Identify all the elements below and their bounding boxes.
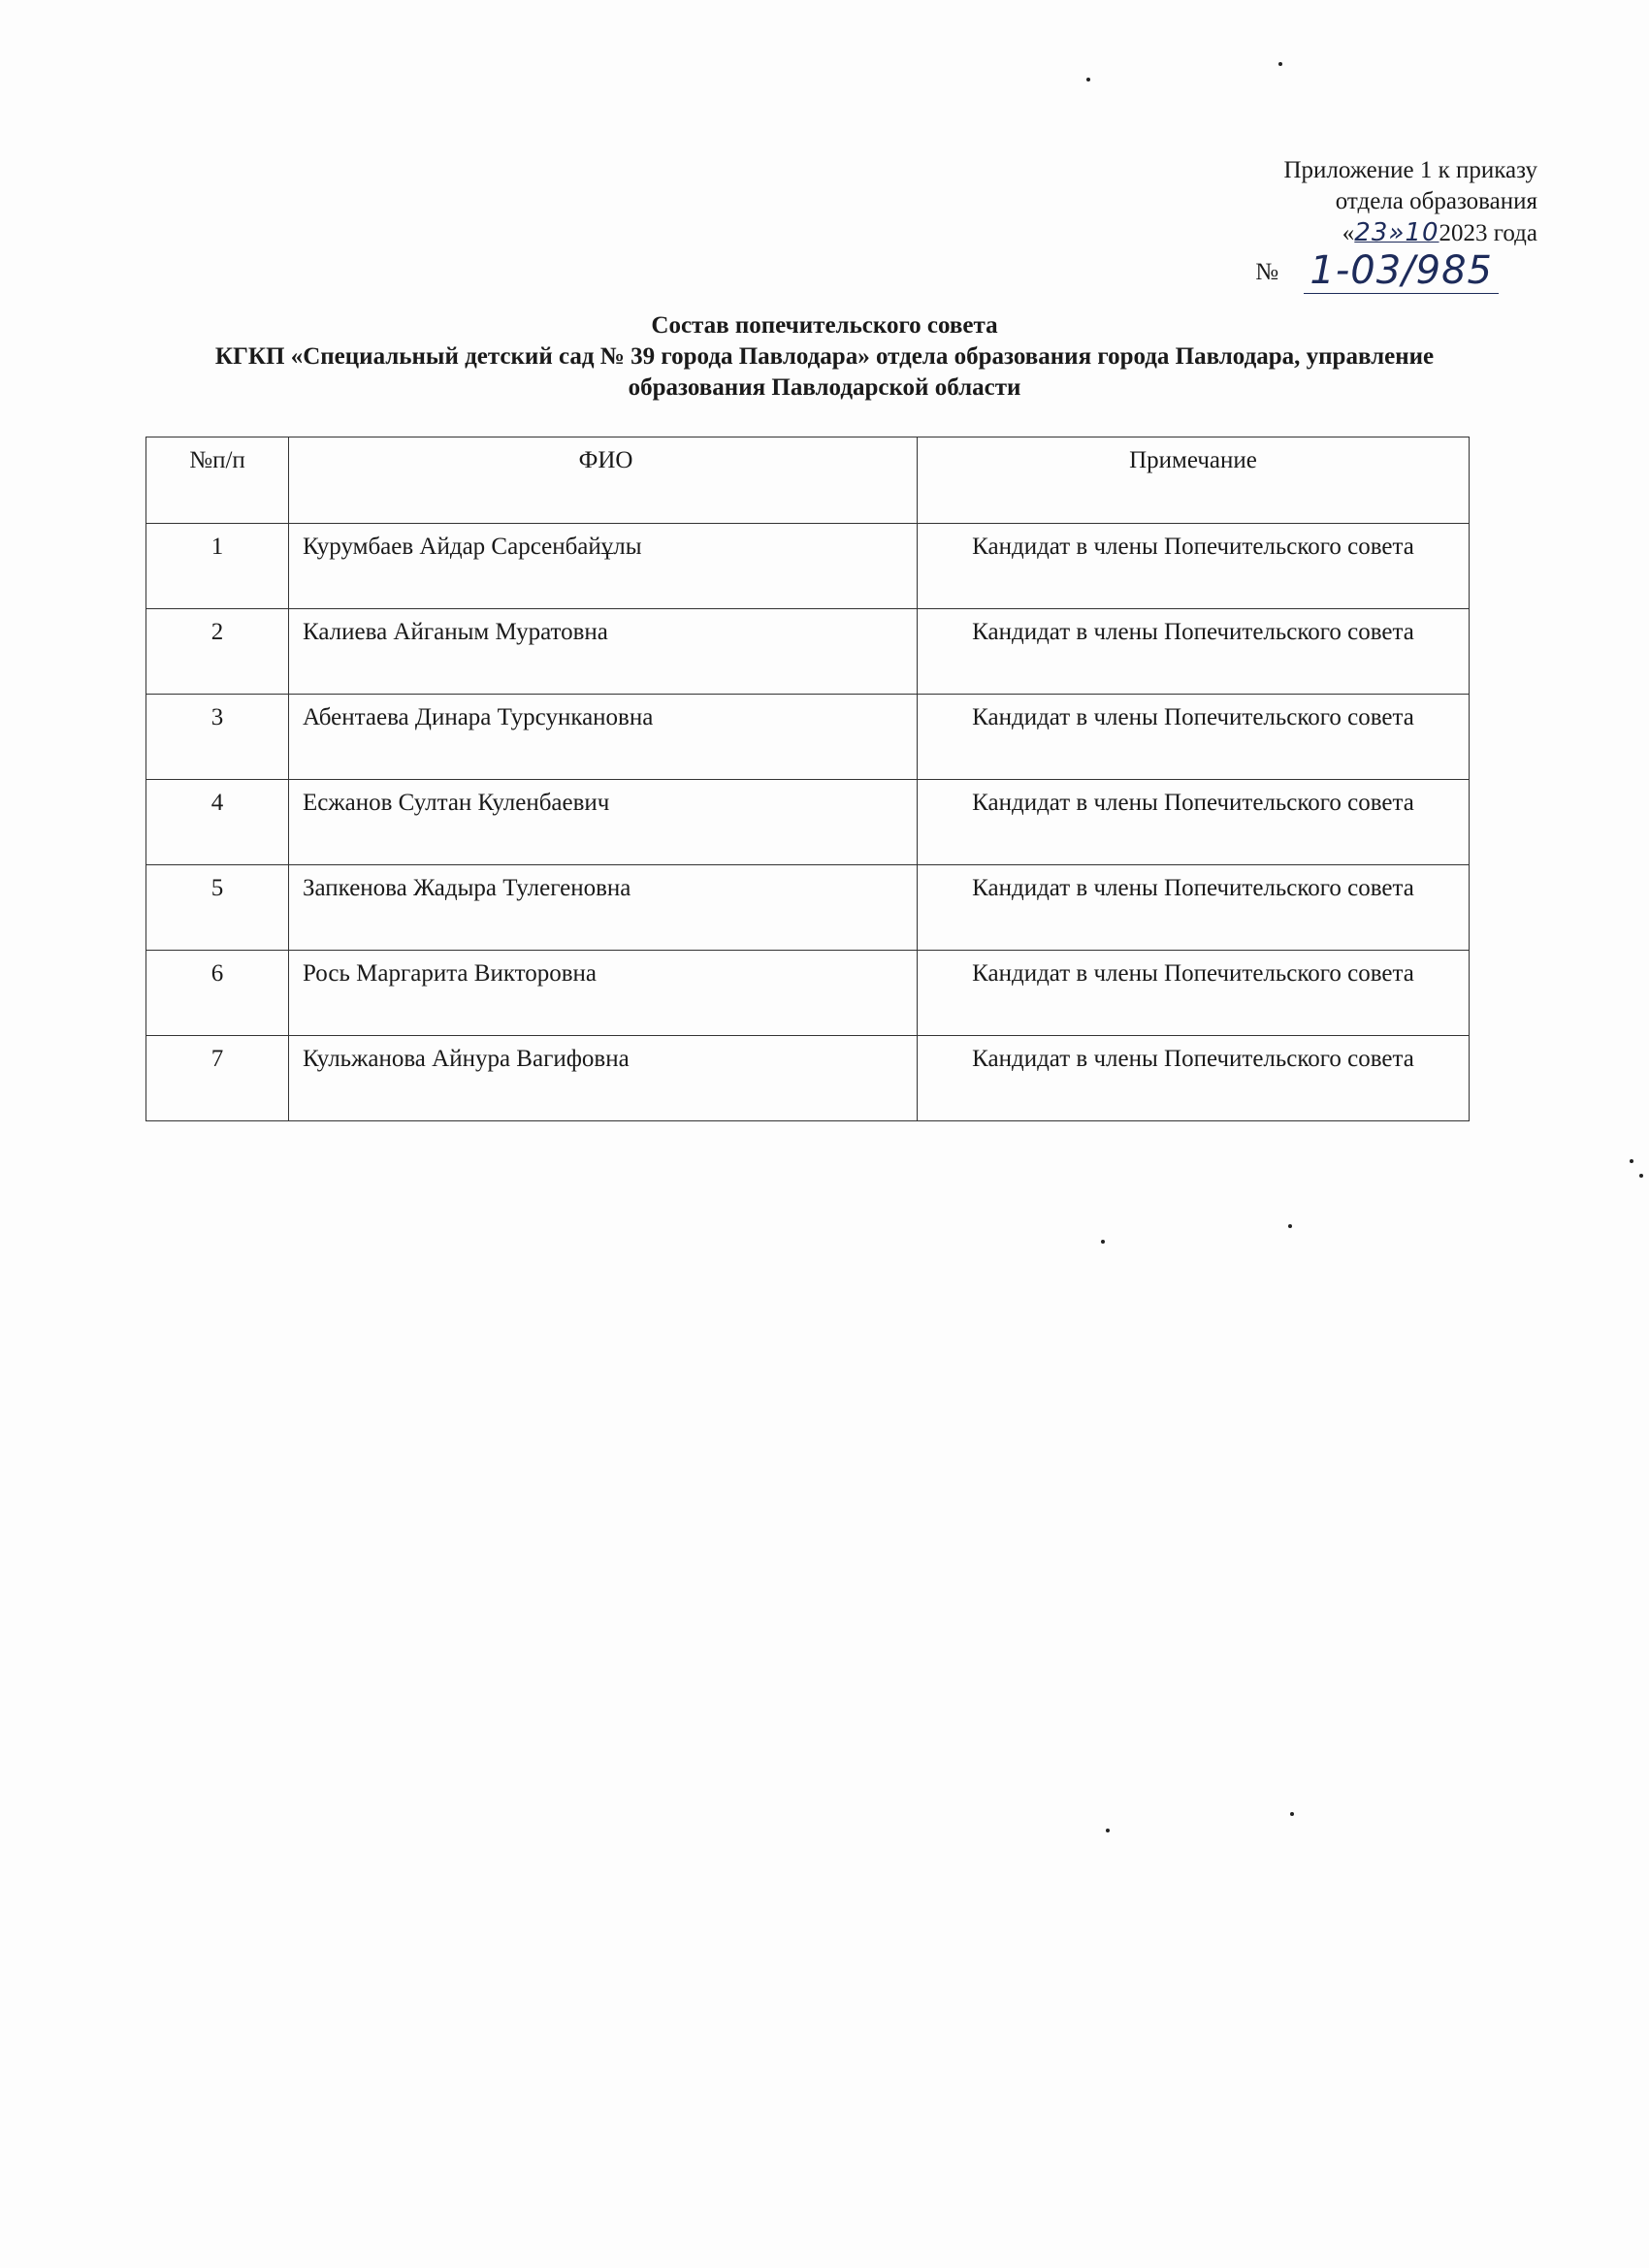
table-header-row bbox=[146, 437, 1470, 524]
row-num: 7 bbox=[146, 1036, 289, 1121]
scan-speck bbox=[1290, 1812, 1294, 1816]
row-note: Кандидат в члены Попечительского совета bbox=[918, 951, 1470, 1036]
scan-speck bbox=[1106, 1829, 1110, 1832]
row-note: Кандидат в члены Попечительского совета bbox=[918, 780, 1470, 865]
order-number-line bbox=[1255, 244, 1499, 293]
date-open-quote: « bbox=[1342, 220, 1355, 246]
appendix-block bbox=[1033, 155, 1537, 249]
row-note: Кандидат в члены Попечительского совета bbox=[918, 1036, 1470, 1121]
row-note: Кандидат в члены Попечительского совета bbox=[918, 865, 1470, 951]
council-members-table bbox=[146, 437, 1470, 1121]
table-row bbox=[146, 1036, 1470, 1121]
row-name: Абентаева Динара Турсункановна bbox=[289, 695, 918, 780]
row-num: 2 bbox=[146, 609, 289, 695]
scan-speck bbox=[1101, 1240, 1105, 1244]
appendix-line-2: отдела образования bbox=[1335, 188, 1537, 214]
heading-line-1: Состав попечительского совета bbox=[651, 312, 998, 339]
row-num: 1 bbox=[146, 524, 289, 609]
row-num: 4 bbox=[146, 780, 289, 865]
heading-line-2: КГКП «Специальный детский сад № 39 города Павлодара» отдела образования города Павлодара, управление bbox=[214, 343, 1435, 370]
table-row bbox=[146, 609, 1470, 695]
row-name: Кульжанова Айнура Вагифовна bbox=[289, 1036, 918, 1121]
scan-speck bbox=[1086, 78, 1090, 81]
row-name: Запкенова Жадыра Тулегеновна bbox=[289, 865, 918, 951]
handwritten-date: 23»10 bbox=[1354, 218, 1439, 247]
row-note: Кандидат в члены Попечительского совета bbox=[918, 524, 1470, 609]
scan-speck bbox=[1630, 1159, 1633, 1163]
row-note: Кандидат в члены Попечительского совета bbox=[918, 695, 1470, 780]
header-num: №п/п bbox=[146, 437, 289, 524]
appendix-line-1: Приложение 1 к приказу bbox=[1283, 157, 1537, 183]
scan-speck bbox=[1288, 1224, 1292, 1228]
row-note: Кандидат в члены Попечительского совета bbox=[918, 609, 1470, 695]
row-name: Курумбаев Айдар Сарсенбайұлы bbox=[289, 524, 918, 609]
table-row bbox=[146, 951, 1470, 1036]
scan-speck bbox=[1278, 62, 1282, 66]
row-name: Калиева Айганым Муратовна bbox=[289, 609, 918, 695]
number-label: № bbox=[1255, 259, 1279, 285]
handwritten-order-number: 1-03/985 bbox=[1304, 248, 1499, 294]
row-num: 5 bbox=[146, 865, 289, 951]
table-row bbox=[146, 780, 1470, 865]
header-name: ФИО bbox=[289, 437, 918, 524]
document-heading bbox=[136, 310, 1513, 404]
row-num: 6 bbox=[146, 951, 289, 1036]
header-note: Примечание bbox=[918, 437, 1470, 524]
date-year: 2023 года bbox=[1439, 220, 1537, 246]
row-num: 3 bbox=[146, 695, 289, 780]
scan-speck bbox=[1639, 1174, 1643, 1178]
table-row bbox=[146, 695, 1470, 780]
heading-line-3: образования Павлодарской области bbox=[628, 374, 1021, 401]
row-name: Есжанов Султан Куленбаевич bbox=[289, 780, 918, 865]
row-name: Рось Маргарита Викторовна bbox=[289, 951, 918, 1036]
table-row bbox=[146, 865, 1470, 951]
table-row bbox=[146, 524, 1470, 609]
